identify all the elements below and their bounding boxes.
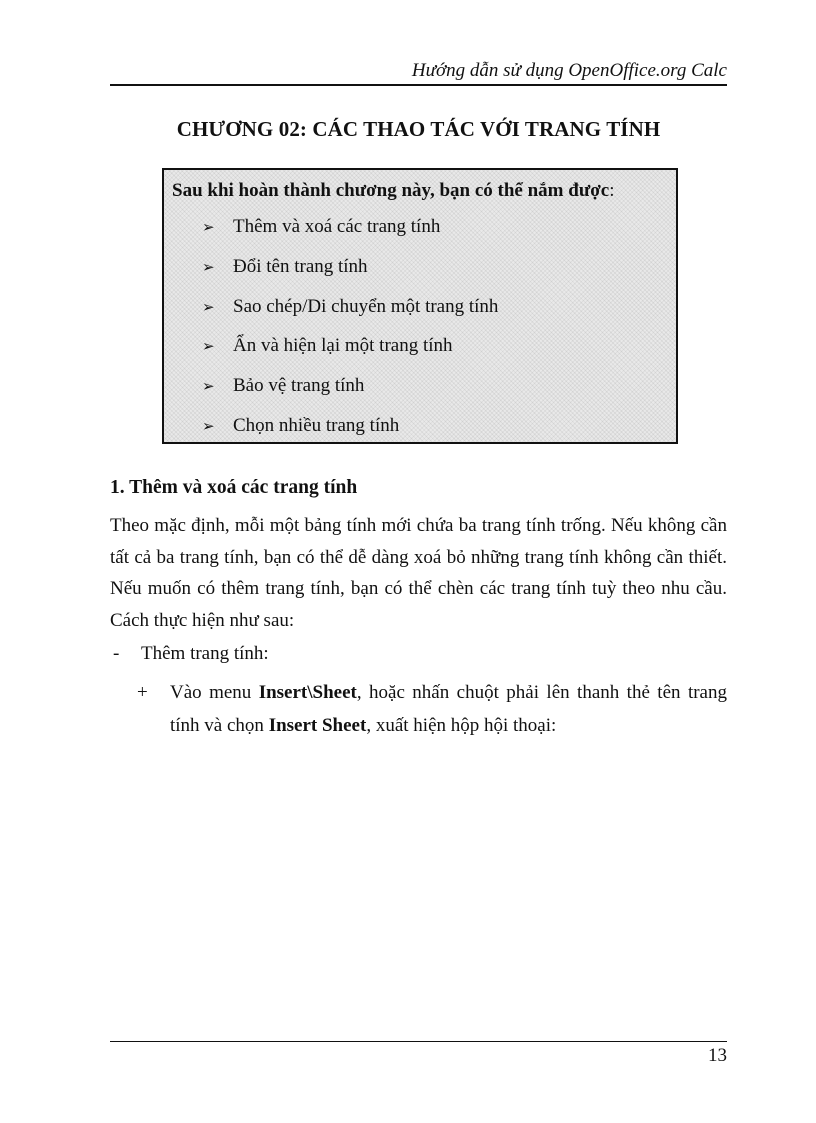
objectives-intro-colon: : bbox=[609, 180, 615, 201]
objectives-list bbox=[202, 216, 498, 455]
objective-item-text: Ẩn và hiện lại một trang tính bbox=[233, 335, 453, 357]
dash-bullet-text: Thêm trang tính: bbox=[141, 643, 269, 664]
sub-text-part2: , hoặc nhấn chuột phải lên thanh thẻ tên trang tính và chọn bbox=[170, 682, 727, 736]
objective-item bbox=[202, 216, 498, 256]
menu-path: Insert\Sheet bbox=[258, 682, 357, 703]
section-heading: 1. Thêm và xoá các trang tính bbox=[110, 477, 358, 498]
sub-text-part1: Vào menu bbox=[170, 682, 259, 703]
objectives-intro bbox=[172, 180, 614, 202]
objective-item-text: Chọn nhiều trang tính bbox=[233, 414, 400, 436]
arrowhead-bullet-icon: ➢ bbox=[202, 379, 215, 396]
dash-bullet-item bbox=[113, 643, 269, 665]
chapter-title: CHƯƠNG 02: CÁC THAO TÁC VỚI TRANG TÍNH bbox=[176, 117, 661, 141]
plus-bullet-text bbox=[170, 676, 727, 742]
plus-bullet-marker: + bbox=[137, 682, 148, 703]
body-paragraph: Theo mặc định, mỗi một bảng tính mới chứa ba trang tính trống. Nếu không cần tất cả ba trang tính, bạn có thể dễ dàng xoá bỏ những trang tính không cần thiết. Nếu muốn có thêm trang tính, bạn có thể chèn các trang tính tuỳ theo nhu cầu. Cách thực hiện như sau: bbox=[110, 515, 727, 631]
page-number: 13 bbox=[708, 1045, 727, 1066]
footer-divider bbox=[110, 1041, 727, 1042]
chapter-objectives-box bbox=[162, 168, 678, 444]
header-divider bbox=[110, 84, 727, 86]
running-header: Hướng dẫn sử dụng OpenOffice.org Calc bbox=[411, 60, 727, 81]
objective-item-text: Sao chép/Di chuyển một trang tính bbox=[233, 295, 499, 317]
objective-item bbox=[202, 415, 498, 455]
arrowhead-bullet-icon: ➢ bbox=[202, 418, 215, 435]
arrowhead-bullet-icon: ➢ bbox=[202, 220, 215, 236]
objective-item bbox=[202, 335, 498, 375]
objective-item-text: Thêm và xoá các trang tính bbox=[233, 216, 441, 237]
insert-sheet-command: Insert Sheet bbox=[268, 715, 367, 736]
arrowhead-bullet-icon: ➢ bbox=[202, 299, 215, 316]
plus-bullet-item bbox=[137, 676, 727, 742]
arrowhead-bullet-icon: ➢ bbox=[202, 339, 215, 356]
objective-item bbox=[202, 296, 498, 336]
objective-item-text: Bảo vệ trang tính bbox=[233, 375, 365, 397]
objective-item bbox=[202, 375, 498, 415]
sub-text-part3: , xuất hiện hộp hội thoại: bbox=[366, 715, 557, 736]
objective-item bbox=[202, 256, 498, 296]
objective-item-text: Đổi tên trang tính bbox=[233, 255, 368, 277]
dash-bullet-marker: - bbox=[113, 643, 120, 664]
objectives-intro-text: Sau khi hoàn thành chương này, bạn có thể nắm được bbox=[172, 180, 610, 201]
arrowhead-bullet-icon: ➢ bbox=[202, 259, 215, 276]
